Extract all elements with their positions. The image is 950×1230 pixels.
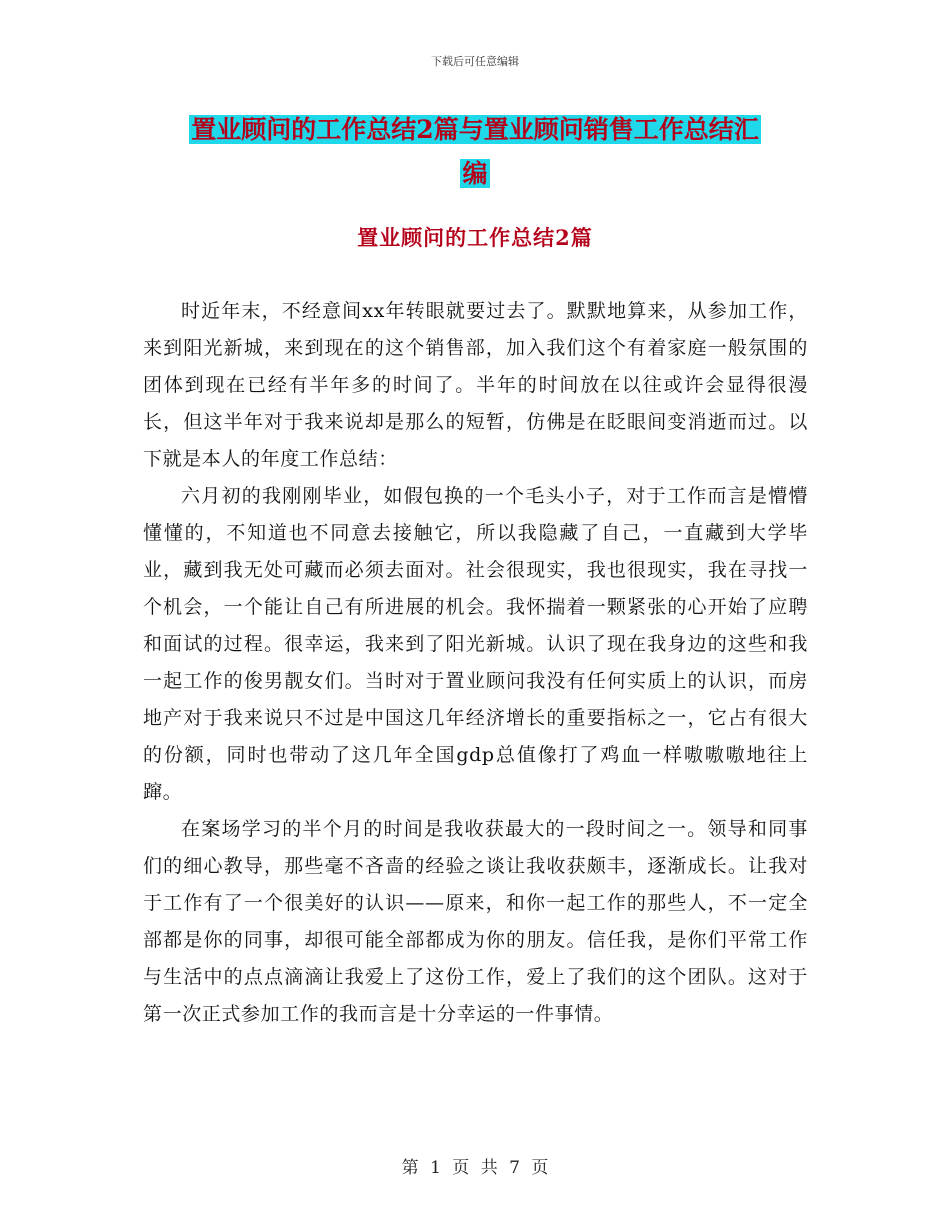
document-title-line-2: 编 bbox=[462, 159, 488, 188]
document-title bbox=[140, 108, 810, 196]
section-title: 置业顾问的工作总结2篇 bbox=[357, 225, 593, 250]
paragraph-2: 六月初的我刚刚毕业，如假包换的一个毛头小子，对于工作而言是懵懵懂懂的，不知道也不同意去接触它，所以我隐藏了自己，一直藏到大学毕业，藏到我无处可藏而必须去面对。社会很现实，我也很现实，我在寻找一个机会，一个能让自己有所进展的机会。我怀揣着一颗紧张的心开始了应聘和面试的过程。很幸运，我来到了阳光新城。认识了现在我身边的这些和我一起工作的俊男靓女们。当时对于置业顾问我没有任何实质上的认识，而房地产对于我来说只不过是中国这几年经济增长的重要指标之一，它占有很大的份额，同时也带动了这几年全国gdp总值像打了鸡血一样嗷嗷嗷地往上蹿。 bbox=[143, 485, 808, 803]
header-note: 下载后可任意编辑 bbox=[431, 55, 519, 68]
document-title-line-1: 置业顾问的工作总结2篇与置业顾问销售工作总结汇 bbox=[191, 115, 759, 144]
paragraph-3: 在案场学习的半个月的时间是我收获最大的一段时间之一。领导和同事们的细心教导，那些毫不吝啬的经验之谈让我收获颇丰，逐渐成长。让我对于工作有了一个很美好的认识——原来，和你一起工作的那些人，不一定全部都是你的同事，却很可能全部都成为你的朋友。信任我，是你们平常工作与生活中的点点滴滴让我爱上了这份工作，爱上了我们的这个团队。这对于第一次正式参加工作的我而言是十分幸运的一件事情。 bbox=[143, 818, 808, 1025]
page-number-footer: 第 1 页 共 7 页 bbox=[401, 1158, 549, 1178]
paragraph-1: 时近年末，不经意间xx年转眼就要过去了。默默地算来，从参加工作，来到阳光新城，来到现在的这个销售部，加入我们这个有着家庭一般氛围的团体到现在已经有半年多的时间了。半年的时间放在以往或许会显得很漫长，但这半年对于我来说却是那么的短暂，仿佛是在眨眼间变消逝而过。以下就是本人的年度工作总结： bbox=[143, 300, 808, 470]
body-text bbox=[143, 293, 808, 1033]
